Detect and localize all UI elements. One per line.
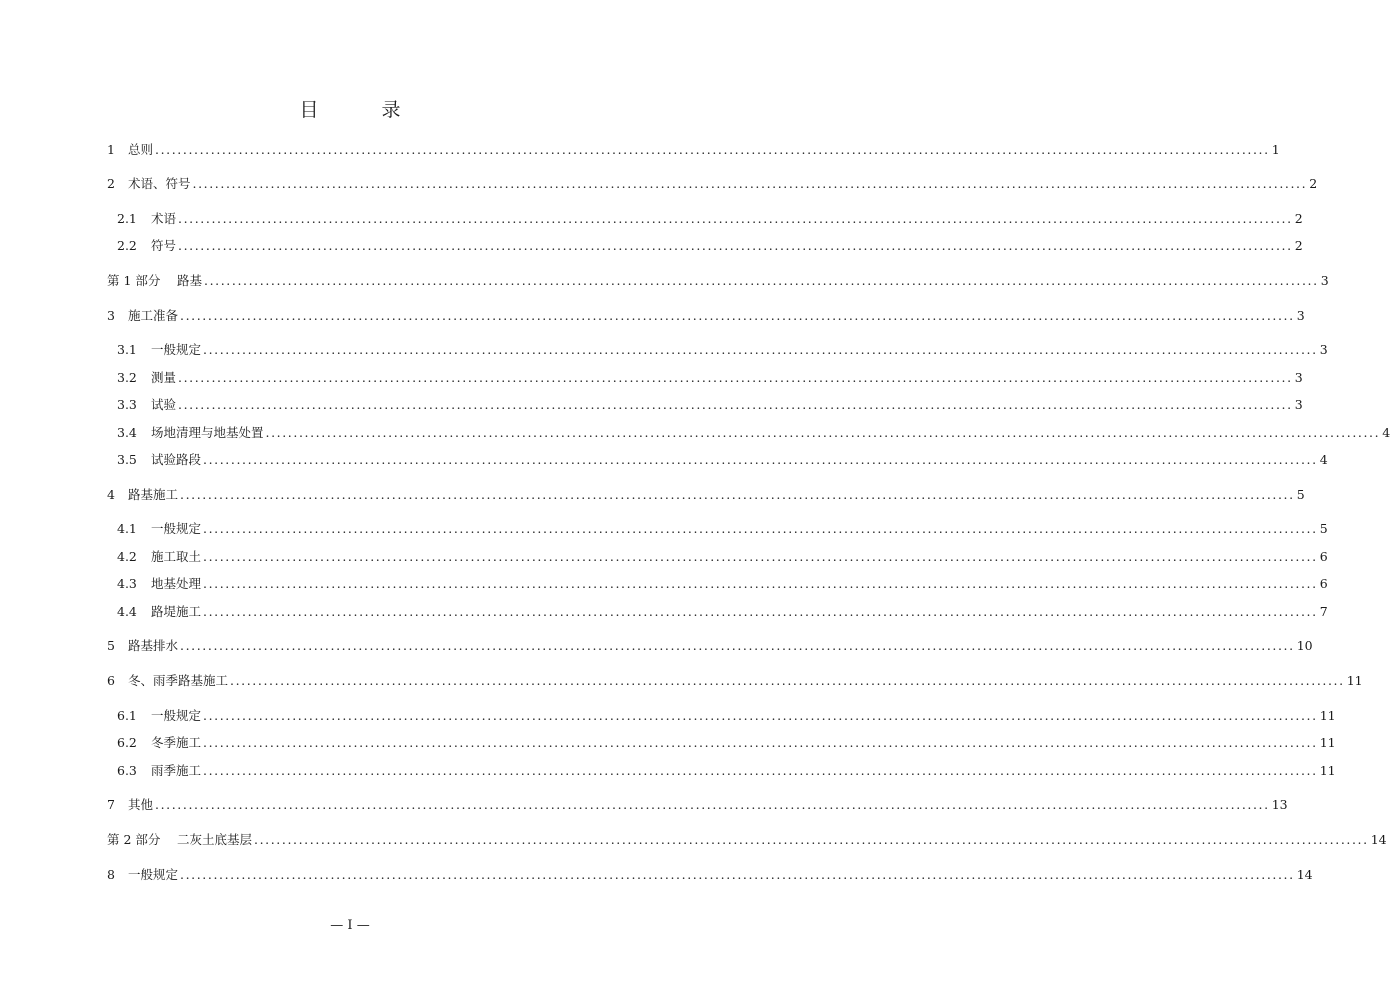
toc-page-number: 3	[1320, 273, 1329, 288]
toc-title: 施工准备	[128, 308, 179, 323]
toc-entry[interactable]	[117, 451, 1328, 469]
toc-entry[interactable]	[117, 575, 1328, 593]
toc-leader-dots: ........................................................................................................................................................................................................	[178, 397, 1293, 412]
toc-page-number: 13	[1271, 797, 1288, 812]
toc-entry[interactable]	[107, 637, 1313, 655]
toc-number: 2.1	[117, 211, 137, 226]
toc-number: 3.3	[117, 397, 137, 412]
toc-entry[interactable]	[107, 175, 1318, 193]
toc-page-number: 2	[1309, 176, 1318, 191]
toc-leader-dots: ........................................................................................................................................................................................................	[203, 549, 1318, 564]
toc-number: 6	[107, 673, 115, 688]
toc-number: 3	[107, 308, 115, 323]
toc-title: 二灰土底基层	[177, 832, 253, 847]
toc-number: 6.2	[117, 735, 137, 750]
toc-leader-dots: ........................................................................................................................................................................................................	[204, 273, 1319, 288]
toc-title: 冬、雨季路基施工	[128, 673, 229, 688]
toc-number: 3.2	[117, 370, 137, 385]
toc-page-number: 7	[1319, 604, 1328, 619]
toc-entry[interactable]	[117, 707, 1336, 725]
page-number: — I —	[330, 918, 370, 933]
toc-leader-dots: ........................................................................................................................................................................................................	[203, 604, 1318, 619]
toc-entry[interactable]	[107, 672, 1363, 690]
toc-leader-dots: ........................................................................................................................................................................................................	[254, 832, 1369, 847]
toc-entry[interactable]	[107, 141, 1280, 159]
toc-entry[interactable]	[117, 548, 1328, 566]
toc-number: 第 2 部分	[107, 832, 161, 847]
toc-leader-dots: ........................................................................................................................................................................................................	[155, 797, 1270, 812]
toc-page-number: 3	[1296, 308, 1305, 323]
toc-leader-dots: ........................................................................................................................................................................................................	[203, 576, 1318, 591]
toc-entry[interactable]	[107, 486, 1305, 504]
toc-title: 地基处理	[151, 576, 202, 591]
toc-title: 一般规定	[128, 867, 179, 882]
toc-leader-dots: ........................................................................................................................................................................................................	[203, 763, 1318, 778]
toc-entry[interactable]	[107, 307, 1305, 325]
toc-page-number: 2	[1294, 238, 1303, 253]
toc-page-number: 14	[1370, 832, 1387, 847]
toc-entry[interactable]	[117, 424, 1390, 442]
toc-page-number: 11	[1319, 708, 1336, 723]
toc-number: 1	[107, 142, 115, 157]
toc-title: 路基排水	[128, 638, 179, 653]
toc-leader-dots: ........................................................................................................................................................................................................	[180, 308, 1295, 323]
toc-entry[interactable]	[117, 603, 1328, 621]
toc-number: 6.3	[117, 763, 137, 778]
toc-entry[interactable]	[107, 796, 1288, 814]
toc-leader-dots: ........................................................................................................................................................................................................	[203, 521, 1318, 536]
toc-title: 测量	[151, 370, 177, 385]
toc-title: 总则	[128, 142, 154, 157]
toc-title: 施工取土	[151, 549, 202, 564]
toc-number: 6.1	[117, 708, 137, 723]
toc-number: 4	[107, 487, 115, 502]
toc-title: 冬季施工	[151, 735, 202, 750]
toc-entry[interactable]	[117, 520, 1328, 538]
toc-page-number: 10	[1296, 638, 1313, 653]
toc-page-number: 11	[1346, 673, 1363, 688]
toc-title: 术语	[151, 211, 177, 226]
toc-page-number: 6	[1319, 576, 1328, 591]
toc-entry[interactable]	[117, 734, 1336, 752]
toc-leader-dots: ........................................................................................................................................................................................................	[180, 487, 1295, 502]
toc-leader-dots: ........................................................................................................................................................................................................	[178, 370, 1293, 385]
toc-leader-dots: ........................................................................................................................................................................................................	[180, 867, 1295, 882]
toc-leader-dots: ........................................................................................................................................................................................................	[203, 452, 1318, 467]
toc-title: 符号	[151, 238, 177, 253]
toc-leader-dots: ........................................................................................................................................................................................................	[178, 211, 1293, 226]
toc-title: 一般规定	[151, 521, 202, 536]
toc-entry[interactable]	[117, 762, 1336, 780]
toc-entry[interactable]	[117, 210, 1303, 228]
toc-number: 7	[107, 797, 115, 812]
toc-number: 2.2	[117, 238, 137, 253]
toc-leader-dots: ........................................................................................................................................................................................................	[265, 425, 1381, 440]
toc-page-number: 4	[1382, 425, 1390, 440]
toc-title: 路基施工	[128, 487, 179, 502]
toc-leader-dots: ........................................................................................................................................................................................................	[192, 176, 1308, 191]
toc-number: 3.1	[117, 342, 137, 357]
toc-number: 3.4	[117, 425, 137, 440]
toc-number: 3.5	[117, 452, 137, 467]
toc-page-number: 3	[1294, 370, 1303, 385]
toc-leader-dots: ........................................................................................................................................................................................................	[203, 342, 1318, 357]
toc-page-number: 3	[1294, 397, 1303, 412]
toc-entry[interactable]	[117, 237, 1303, 255]
toc-number: 4.3	[117, 576, 137, 591]
toc-number: 第 1 部分	[107, 273, 161, 288]
toc-number: 4.1	[117, 521, 137, 536]
toc-entry[interactable]	[117, 396, 1303, 414]
toc-number: 5	[107, 638, 115, 653]
toc-title: 一般规定	[151, 342, 202, 357]
toc-leader-dots: ........................................................................................................................................................................................................	[180, 638, 1295, 653]
toc-title: 路堤施工	[151, 604, 202, 619]
toc-title: 雨季施工	[151, 763, 202, 778]
toc-title: 试验	[151, 397, 177, 412]
toc-number: 4.4	[117, 604, 137, 619]
toc-entry[interactable]	[107, 866, 1313, 884]
toc-page-number: 5	[1296, 487, 1305, 502]
toc-number: 4.2	[117, 549, 137, 564]
toc-leader-dots: ........................................................................................................................................................................................................	[178, 238, 1293, 253]
toc-entry[interactable]	[117, 341, 1328, 359]
toc-number: 2	[107, 176, 115, 191]
toc-leader-dots: ........................................................................................................................................................................................................	[203, 708, 1318, 723]
page-title: 目 录	[299, 99, 423, 121]
toc-leader-dots: ........................................................................................................................................................................................................	[155, 142, 1270, 157]
toc-page-number: 3	[1319, 342, 1328, 357]
toc-number: 8	[107, 867, 115, 882]
toc-page-number: 1	[1271, 142, 1280, 157]
toc-page-number: 5	[1319, 521, 1328, 536]
toc-title: 场地清理与地基处置	[151, 425, 264, 440]
toc-title: 试验路段	[151, 452, 202, 467]
toc-page-number: 2	[1294, 211, 1303, 226]
toc-page-number: 4	[1319, 452, 1328, 467]
toc-page-number: 11	[1319, 763, 1336, 778]
toc-title: 术语、符号	[128, 176, 191, 191]
toc-title: 路基	[177, 273, 203, 288]
toc-page-number: 11	[1319, 735, 1336, 750]
toc-entry[interactable]	[107, 272, 1329, 290]
toc-leader-dots: ........................................................................................................................................................................................................	[230, 673, 1345, 688]
toc-page-number: 6	[1319, 549, 1328, 564]
toc-title: 其他	[128, 797, 154, 812]
toc-entry[interactable]	[117, 369, 1303, 387]
toc-leader-dots: ........................................................................................................................................................................................................	[203, 735, 1318, 750]
toc-title: 一般规定	[151, 708, 202, 723]
toc-entry[interactable]	[107, 831, 1387, 849]
toc-page-number: 14	[1296, 867, 1313, 882]
